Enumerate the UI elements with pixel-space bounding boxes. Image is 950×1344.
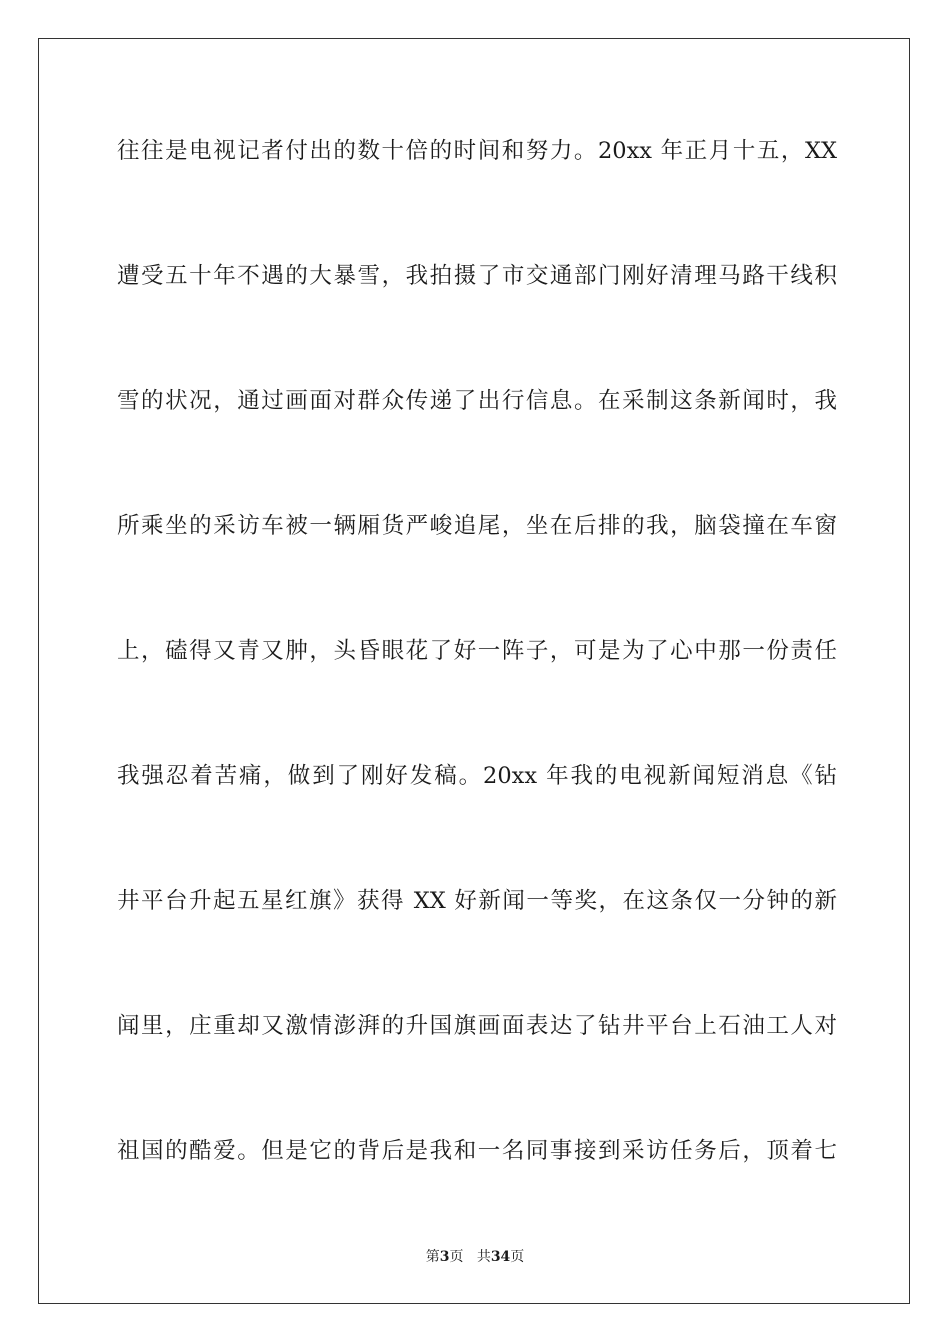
total-suffix: 页 xyxy=(510,1249,525,1265)
page-number: 3 xyxy=(439,1249,450,1265)
page-footer xyxy=(0,1248,950,1266)
body-text-line-2: 遭受五十年不遇的大暴雪，我拍摄了市交通部门刚好清理马路干线积 xyxy=(117,263,837,289)
total-prefix: 共 xyxy=(476,1249,491,1265)
page-border xyxy=(38,38,910,1304)
page-prefix: 第 xyxy=(425,1249,440,1265)
body-text-line-6: 我强忍着苦痛，做到了刚好发稿。20xx 年我的电视新闻短消息《钻 xyxy=(117,763,837,789)
body-text-line-1: 往往是电视记者付出的数十倍的时间和努力。20xx 年正月十五，XX xyxy=(117,138,837,164)
body-text-line-5: 上，磕得又青又肿，头昏眼花了好一阵子，可是为了心中那一份责任 xyxy=(117,638,837,664)
body-text-line-4: 所乘坐的采访车被一辆厢货严峻追尾，坐在后排的我，脑袋撞在车窗 xyxy=(117,513,837,539)
body-text-line-7: 井平台升起五星红旗》获得 XX 好新闻一等奖，在这条仅一分钟的新 xyxy=(117,888,837,914)
total-pages: 34 xyxy=(490,1249,511,1265)
body-text-line-8: 闻里，庄重却又激情澎湃的升国旗画面表达了钻井平台上石油工人对 xyxy=(117,1013,837,1039)
page-suffix: 页 xyxy=(449,1249,464,1265)
body-text-line-9: 祖国的酷爱。但是它的背后是我和一名同事接到采访任务后，顶着七 xyxy=(117,1138,837,1164)
body-text-line-3: 雪的状况，通过画面对群众传递了出行信息。在采制这条新闻时，我 xyxy=(117,388,837,414)
